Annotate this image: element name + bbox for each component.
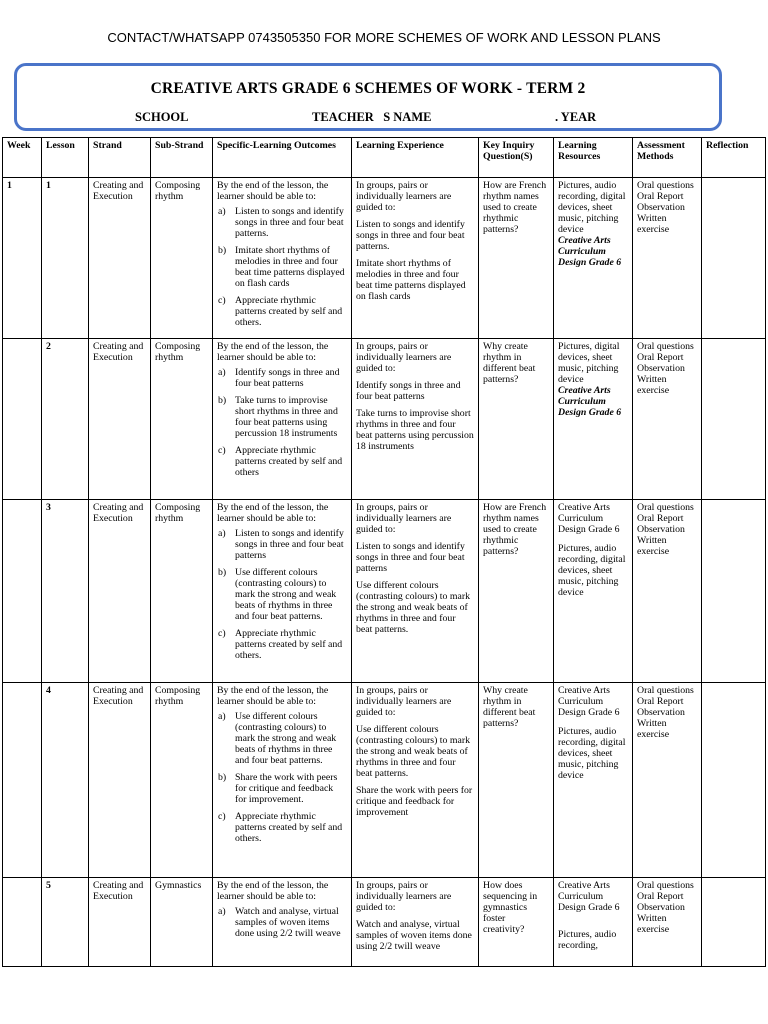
experience-cell [352, 683, 479, 878]
inquiry-cell: How are French rhythm names used to create rhythmic patterns? [479, 500, 554, 683]
col-reflection: Reflection [702, 138, 766, 178]
resources-text: Pictures, audio recording, [558, 929, 617, 951]
experience-item: In groups, pairs or individually learners are guided to: [356, 880, 452, 913]
experience-item: In groups, pairs or individually learners are guided to: [356, 180, 452, 213]
lesson-cell: 3 [42, 500, 89, 683]
week-cell [3, 500, 42, 683]
assessment-cell: Oral questions Oral Report Observation Written exercise [633, 683, 702, 878]
col-lesson: Lesson [42, 138, 89, 178]
experience-cell [352, 178, 479, 339]
resources-text: Pictures, digital devices, sheet music, pitching device [558, 341, 620, 385]
outcome-item: Take turns to improvise short rhythms in three and four beat patterns using percussion 18 instruments [235, 395, 338, 439]
resources-cell [554, 878, 633, 967]
week-cell [3, 339, 42, 500]
experience-item: Identify songs in three and four beat patterns [356, 380, 461, 402]
experience-item: Use different colours (contrasting colours) to mark the strong and weak beats of rhythms in three and four beat patterns. [356, 724, 470, 779]
inquiry-cell: Why create rhythm in different beat patterns? [479, 339, 554, 500]
experience-item: Listen to songs and identify songs in three and four beat patterns. [356, 219, 465, 252]
reflection-cell [702, 500, 766, 683]
sub-strand-cell: Composing rhythm [151, 178, 213, 339]
schemes-table [2, 137, 766, 967]
outcomes-cell [213, 878, 352, 967]
table-row [3, 878, 766, 967]
outcomes-intro: By the end of the lesson, the learner should be able to: [217, 502, 329, 524]
experience-cell [352, 339, 479, 500]
curriculum-design-text: Creative Arts Curriculum Design Grade 6 [558, 880, 620, 913]
inquiry-cell: How does sequencing in gymnastics foster creativity? [479, 878, 554, 967]
outcome-item: Appreciate rhythmic patterns created by self and others. [235, 295, 343, 328]
header-row [3, 138, 766, 178]
outcomes-cell [213, 178, 352, 339]
resources-cell [554, 500, 633, 683]
resources-text: Pictures, audio recording, digital devices, sheet music, pitching device [558, 180, 626, 235]
document-title: CREATIVE ARTS GRADE 6 SCHEMES OF WORK - TERM 2 [150, 80, 586, 97]
experience-cell [352, 878, 479, 967]
table-row [3, 339, 766, 500]
sub-strand-cell: Composing rhythm [151, 339, 213, 500]
reflection-cell [702, 178, 766, 339]
curriculum-design-text: Creative Arts Curriculum Design Grade 6 [558, 385, 622, 418]
col-resources: Learning Resources [554, 138, 633, 178]
reflection-cell [702, 683, 766, 878]
sub-strand-cell: Composing rhythm [151, 500, 213, 683]
curriculum-design-text: Creative Arts Curriculum Design Grade 6 [558, 502, 620, 535]
resources-text: Pictures, audio recording, digital devices, sheet music, pitching device [558, 726, 626, 781]
strand-cell: Creating and Execution [89, 178, 151, 339]
outcomes-cell [213, 500, 352, 683]
outcomes-intro: By the end of the lesson, the learner should be able to: [217, 880, 329, 902]
outcome-item: Listen to songs and identify songs in three and four beat patterns [235, 528, 344, 561]
col-inquiry: Key Inquiry Question(S) [479, 138, 554, 178]
week-cell [3, 878, 42, 967]
assessment-cell: Oral questions Oral Report Observation Written exercise [633, 339, 702, 500]
experience-item: Share the work with peers for critique and feedback for improvement [356, 785, 473, 818]
experience-item: Watch and analyse, virtual samples of woven items done using 2/2 twill weave [356, 919, 472, 952]
strand-cell: Creating and Execution [89, 878, 151, 967]
lesson-cell: 5 [42, 878, 89, 967]
resources-cell [554, 683, 633, 878]
outcome-item: Use different colours (contrasting colours) to mark the strong and weak beats of rhythms in three and four beat patterns. [235, 567, 337, 622]
col-experience: Learning Experience [352, 138, 479, 178]
curriculum-design-text: Creative Arts Curriculum Design Grade 6 [558, 235, 622, 268]
assessment-cell: Oral questions Oral Report Observation Written exercise [633, 878, 702, 967]
resources-cell [554, 339, 633, 500]
outcome-item: Appreciate rhythmic patterns created by self and others. [235, 628, 343, 661]
outcome-item: Listen to songs and identify songs in three and four beat patterns. [235, 206, 344, 239]
col-outcomes: Specific-Learning Outcomes [213, 138, 352, 178]
outcome-item: Imitate short rhythms of melodies in three and four beat time patterns displayed on flash cards [235, 245, 345, 289]
school-label: SCHOOL [135, 110, 189, 124]
week-cell: 1 [3, 178, 42, 339]
assessment-cell: Oral questions Oral Report Observation Written exercise [633, 500, 702, 683]
teacher-name-label: TEACHER S NAME [312, 110, 432, 124]
inquiry-cell: How are French rhythm names used to create rhythmic patterns? [479, 178, 554, 339]
table-row [3, 178, 766, 339]
table-row [3, 683, 766, 878]
experience-item: Imitate short rhythms of melodies in three and four beat time patterns displayed on flash cards [356, 258, 466, 302]
outcomes-cell [213, 683, 352, 878]
outcomes-cell [213, 339, 352, 500]
table-row [3, 500, 766, 683]
strand-cell: Creating and Execution [89, 339, 151, 500]
experience-item: In groups, pairs or individually learners are guided to: [356, 341, 452, 374]
strand-cell: Creating and Execution [89, 683, 151, 878]
outcome-item: Watch and analyse, virtual samples of woven items done using 2/2 twill weave [235, 906, 341, 939]
outcomes-intro: By the end of the lesson, the learner should be able to: [217, 685, 329, 707]
curriculum-design-text: Creative Arts Curriculum Design Grade 6 [558, 685, 620, 718]
sub-strand-cell: Composing rhythm [151, 683, 213, 878]
strand-cell: Creating and Execution [89, 500, 151, 683]
lesson-cell: 4 [42, 683, 89, 878]
experience-item: In groups, pairs or individually learners are guided to: [356, 502, 452, 535]
resources-text: Pictures, audio recording, digital devices, sheet music, pitching device [558, 543, 626, 598]
year-label: . YEAR [555, 110, 597, 124]
contact-line: CONTACT/WHATSAPP 0743505350 FOR MORE SCHEMES OF WORK AND LESSON PLANS [107, 30, 661, 45]
outcomes-intro: By the end of the lesson, the learner should be able to: [217, 180, 329, 202]
outcome-item: Share the work with peers for critique and feedback for improvement. [235, 772, 338, 805]
experience-item: Take turns to improvise short rhythms in three and four beat patterns using percussion 18 instruments [356, 408, 474, 452]
outcome-item: Appreciate rhythmic patterns created by self and others [235, 445, 343, 478]
reflection-cell [702, 878, 766, 967]
title-banner [14, 63, 722, 131]
outcome-item: Identify songs in three and four beat patterns [235, 367, 340, 389]
outcomes-intro: By the end of the lesson, the learner should be able to: [217, 341, 329, 363]
lesson-cell: 1 [42, 178, 89, 339]
col-week: Week [3, 138, 42, 178]
experience-cell [352, 500, 479, 683]
week-cell [3, 683, 42, 878]
col-strand: Strand [89, 138, 151, 178]
col-assessment: Assessment Methods [633, 138, 702, 178]
experience-item: Listen to songs and identify songs in three and four beat patterns [356, 541, 465, 574]
sub-strand-cell: Gymnastics [151, 878, 213, 967]
outcome-item: Use different colours (contrasting colours) to mark the strong and weak beats of rhythms in three and four beat patterns. [235, 711, 337, 766]
col-sub-strand: Sub-Strand [151, 138, 213, 178]
reflection-cell [702, 339, 766, 500]
experience-item: Use different colours (contrasting colours) to mark the strong and weak beats of rhythms in three and four beat patterns. [356, 580, 470, 635]
resources-cell [554, 178, 633, 339]
outcome-item: Appreciate rhythmic patterns created by self and others. [235, 811, 343, 844]
assessment-cell: Oral questions Oral Report Observation Written exercise [633, 178, 702, 339]
inquiry-cell: Why create rhythm in different beat patterns? [479, 683, 554, 878]
experience-item: In groups, pairs or individually learners are guided to: [356, 685, 452, 718]
lesson-cell: 2 [42, 339, 89, 500]
